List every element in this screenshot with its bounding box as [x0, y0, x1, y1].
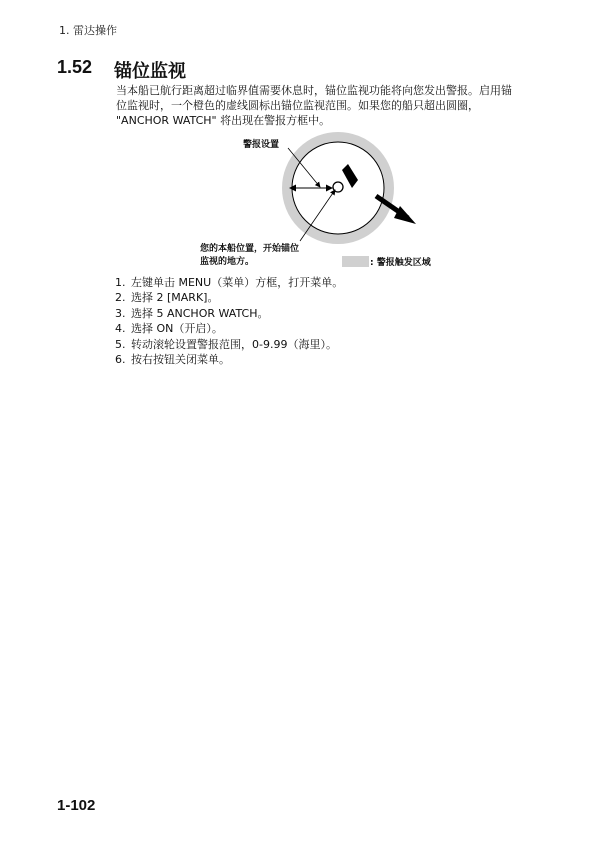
step-number: 1.: [115, 276, 126, 289]
step-6: [115, 352, 343, 367]
step-number: 3.: [115, 306, 126, 320]
step-text: 选择 2 [MARK]。: [131, 291, 219, 305]
procedure-steps: [115, 275, 343, 367]
page-number: 1-102: [57, 797, 96, 814]
intro-line-3: "ANCHOR WATCH" 将出现在警报方框中。: [116, 114, 331, 127]
step-1: [115, 275, 343, 290]
legend-label: : 警报触发区域: [370, 258, 431, 268]
step-4: [115, 321, 343, 336]
anchor-watch-diagram: [180, 130, 460, 270]
step-text: 选择 5 ANCHOR WATCH。: [131, 306, 269, 320]
step-number: 4.: [115, 322, 126, 336]
alarm-setting-label: 警报设置: [243, 140, 280, 150]
section-number: 1.52: [57, 57, 93, 77]
step-number: 2.: [115, 291, 126, 305]
own-ship-label-line1: 您的本船位置，开始锚位: [200, 244, 300, 254]
step-number: 5.: [115, 337, 126, 351]
step-text: 选择 ON（开启）。: [131, 322, 223, 336]
step-text: 转动滚轮设置警报范围，0-9.99（海里）。: [131, 337, 337, 351]
step-number: 6.: [115, 353, 126, 367]
step-text: 按右按钮关闭菜单。: [131, 353, 230, 367]
step-5: [115, 337, 343, 352]
intro-line-1: 当本船已航行距离超过临界值需要休息时，锚位监视功能将向您发出警报。启用锚: [116, 84, 512, 97]
step-3: [115, 306, 343, 321]
legend-swatch: [342, 256, 369, 267]
intro-line-2: 位监视时，一个橙色的虚线圆标出锚位监视范围。如果您的船只超出圆圈，: [116, 99, 479, 112]
own-ship-label-line2: 监视的地方。: [200, 257, 255, 267]
step-text: 左键单击 MENU（菜单）方框，打开菜单。: [131, 276, 344, 289]
section-title: 锚位监视: [114, 61, 186, 82]
step-2: [115, 290, 343, 305]
running-header: 1. 雷达操作: [59, 24, 117, 37]
intro-paragraph: [116, 83, 526, 128]
